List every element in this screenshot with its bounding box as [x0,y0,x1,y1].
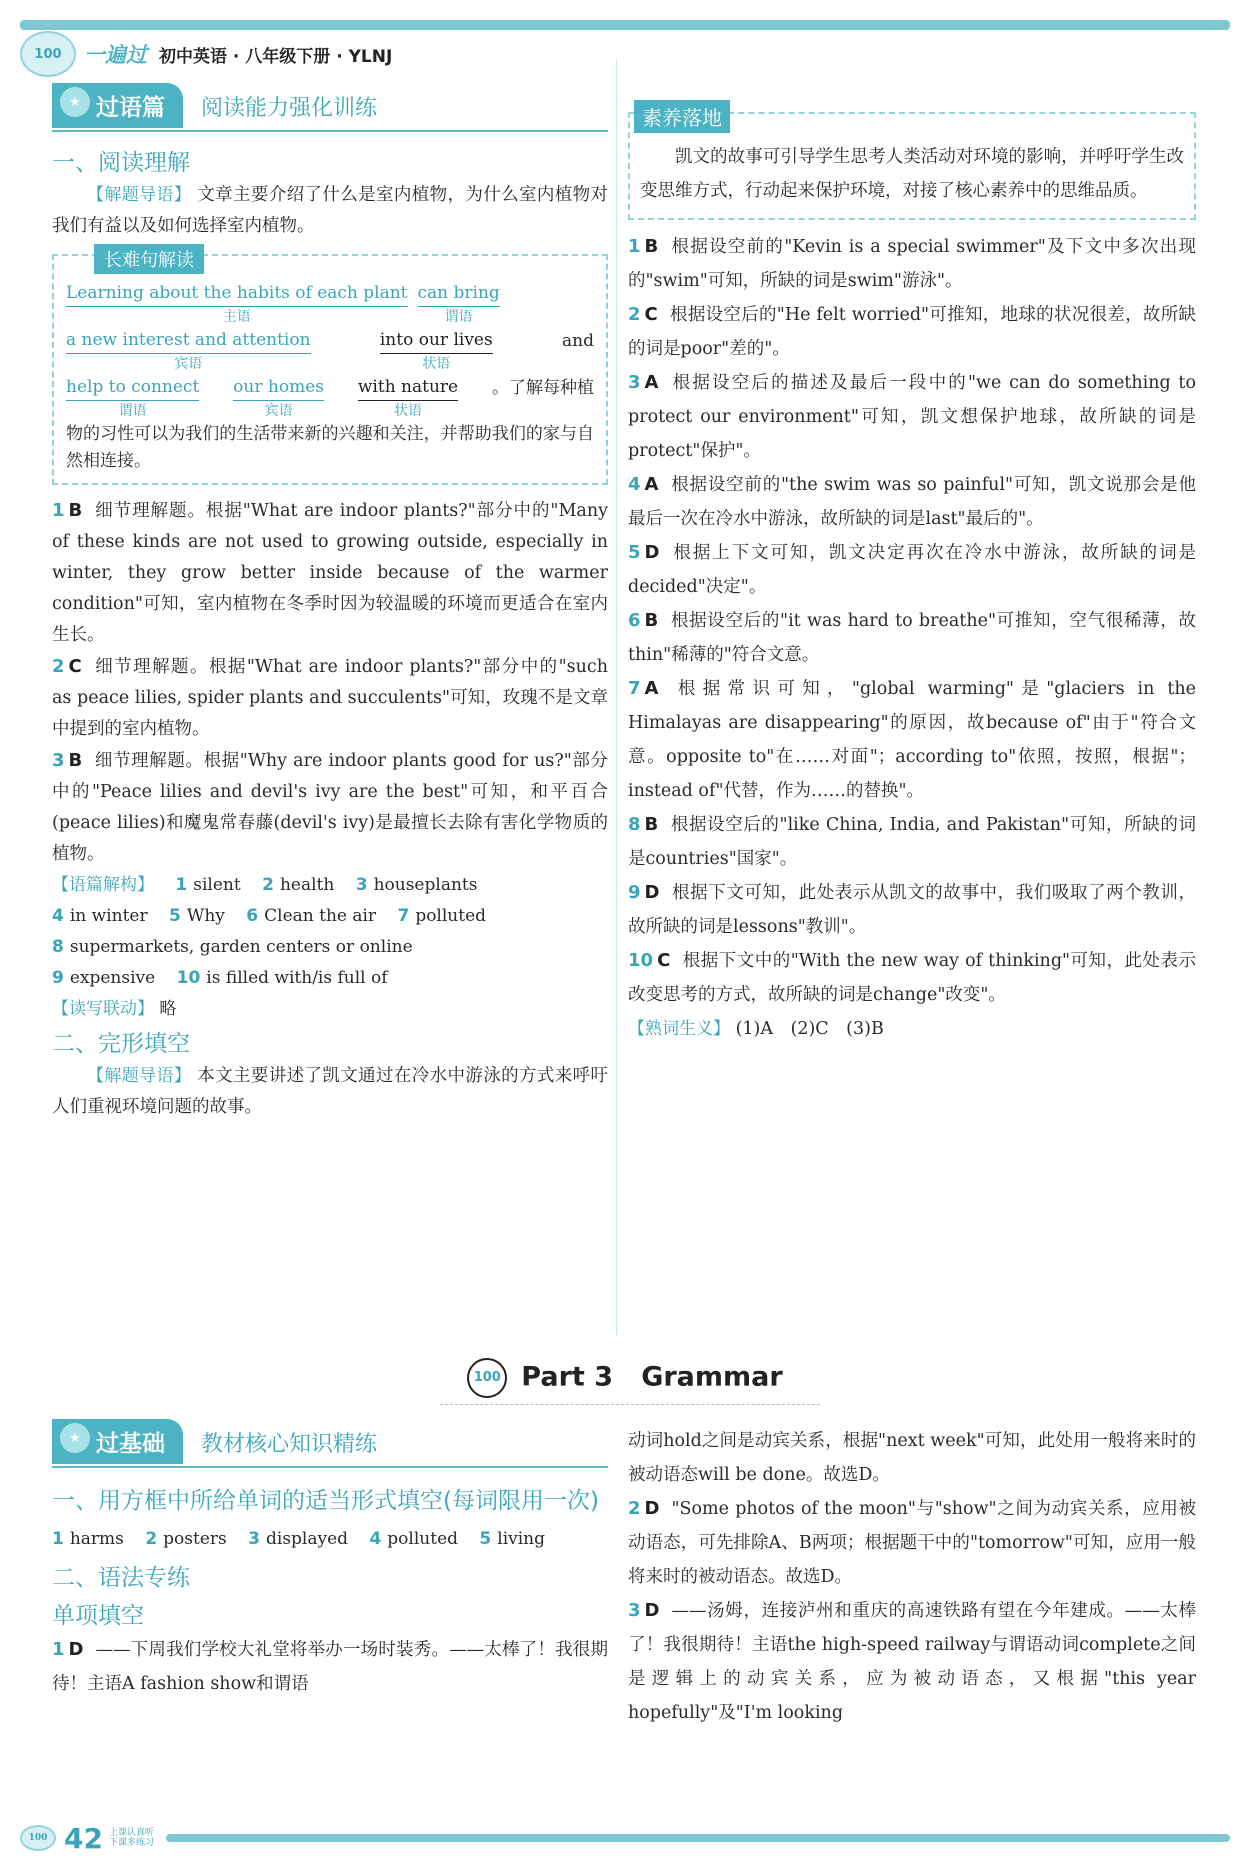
section-banner [52,82,608,128]
page-header [20,34,392,74]
answer-item: 1 D ——下周我们学校大礼堂将举办一场时装秀。——太棒了！我很期待！主语A fashion show和谓语 [52,1639,608,1694]
heading-fill-blank: 一、用方框中所给单词的适当形式填空(每词限用一次) [52,1488,599,1514]
analysis-item: into our lives 状语 [380,327,493,374]
section-subtitle: 教材核心知识精练 [201,1432,378,1457]
mascot-logo-icon: 100 [20,1825,56,1851]
heading-cloze: 二、完形填空 [52,1031,190,1057]
analysis-item: a new interest and attention 宾语 [66,327,311,374]
part-label: Part 3 [521,1361,613,1393]
answer-item: 2 D "Some photos of the moon"与"show"之间为动宾关系，应用被动语态，可先排除A、B两项；根据题干中的"tomorrow"可知，应用一般将来时的被动语态。故选D。 [628,1498,1196,1587]
footer-note: 上课认真听 下课多练习 [108,1828,154,1848]
column-divider [616,60,617,1335]
analysis-item: with nature 状语 [358,374,458,421]
left-column-top [52,82,608,1123]
brand-name: 一遍过 [84,43,147,67]
analysis-row [66,280,594,327]
answer-item: 7 A 根据常识可知，"global warming"是"glaciers in the Himalayas are disappearing"的原因，故because of"由于"符合文意。opposite to"在……对面"；according to"依照，按照，根据"；instead of"代替，作为……的替换"。 [628,678,1196,801]
literacy-text: 凯文的故事可引导学生思考人类活动对环境的影响，并呼吁学生改变思维方式，行动起来保护环境，对接了核心素养中的思维品质。 [640,147,1184,201]
analysis-item: and [562,331,594,351]
banner-underline [52,1466,608,1468]
answer-item: 3 D ——汤姆，连接泸州和重庆的高速铁路有望在今年建成。——太棒了！我很期待！主语the high-speed railway与谓语动词complete之间是逻辑上的动宾关系，应为被动语态，又根据"this year hopefully"及"I'm looking [628,1600,1196,1723]
left-column-bottom [52,1418,608,1701]
part-title [0,1358,1250,1398]
guide-paragraph: 【解题导语】 文章主要介绍了什么是室内植物，为什么室内植物对我们有益以及如何选择室内植物。 [52,185,609,236]
familiar-words-row: 【熟词生义】 (1)A (2)C (3)B [628,1019,884,1039]
banner-underline [52,130,608,132]
answer-item: 1 B 根据设空前的"Kevin is a special swimmer"及下文中多次出现的"swim"可知，所缺的词是swim"游泳"。 [628,236,1196,291]
right-column-top [628,100,1196,1046]
analysis-item: help to connect 谓语 [66,374,199,421]
mascot-icon: ★ [60,87,90,117]
section-tag: ★ 过基础 [52,1419,183,1464]
page-number: 42 [64,1821,103,1855]
page-footer [20,1821,1230,1855]
right-column-bottom [628,1424,1196,1730]
vocab-row: 9 expensive 10 is filled with/is full of [52,968,388,988]
answer-item: 3 B 细节理解题。根据"Why are indoor plants good for us?"部分中的"Peace lilies and devil's ivy are the best"可知，和平百合(peace lilies)和魔鬼常春藤(devil's ivy)是最擅长去除有害化学物质的植物。 [52,750,608,864]
literacy-tag: 素养落地 [634,100,730,133]
answer-item: 10 C 根据下文中的"With the new way of thinking"可知，此处表示改变思考的方式，故所缺的词是change"改变"。 [628,950,1196,1005]
answer-item: 5 D 根据上下文可知，凯文决定再次在冷水中游泳，故所缺的词是decided"决定"。 [628,542,1196,597]
analysis-tail: 。了解每种植 [492,378,594,398]
section-banner [52,1418,608,1464]
heading-reading: 一、阅读理解 [52,150,190,176]
analysis-item: Learning about the habits of each plant 主语 [66,280,408,327]
analysis-translation: 物的习性可以为我们的生活带来新的兴趣和关注，并帮助我们的家与自然相连接。 [66,424,594,471]
fill-answers: 1 harms 2 posters 3 displayed 4 polluted 5 living [52,1529,546,1549]
section-subtitle: 阅读能力强化训练 [201,96,378,121]
read-write-row: 【读写联动】 略 [52,999,177,1019]
guide-paragraph-2: 【解题导语】 本文主要讲述了凯文通过在冷水中游泳的方式来呼吁人们重视环境问题的故事。 [52,1066,609,1117]
footer-band [166,1834,1230,1842]
answer-item: 3 A 根据设空后的描述及最后一段中的"we can do something to protect our environment"可知，凯文想保护地球，故所缺的词是protect"保护"。 [628,372,1196,461]
continued-paragraph: 动词hold之间是动宾关系，根据"next week"可知，此处用一般将来时的被动语态will be done。故选D。 [628,1431,1196,1485]
box-tag: 长难句解读 [94,244,204,274]
part-divider [440,1404,820,1408]
answer-item: 8 B 根据设空后的"like China, India, and Pakistan"可知，所缺的词是countries"国家"。 [628,814,1196,869]
answer-item: 2 C 细节理解题。根据"What are indoor plants?"部分中的"such as peace lilies, spider plants and succulents"可知，玫瑰不是文章中提到的室内植物。 [52,656,608,739]
answer-item: 2 C 根据设空后的"He felt worried"可推知，地球的状况很差，故所缺的词是poor"差的"。 [628,304,1196,359]
heading-single-choice: 单项填空 [52,1603,144,1629]
analysis-item: can bring 谓语 [418,280,500,327]
analysis-row [66,374,594,421]
analysis-row [66,327,594,374]
analysis-item: our homes 宾语 [233,374,324,421]
section-tag: ★ 过语篇 [52,83,183,128]
sentence-analysis-box [52,250,608,485]
vocab-row: 4 in winter 5 Why 6 Clean the air 7 polluted [52,906,487,926]
mascot-logo-icon: 100 [20,31,76,77]
answer-item: 4 A 根据设空前的"the swim was so painful"可知，凯文说那会是他最后一次在冷水中游泳，故所缺的词是last"最后的"。 [628,474,1196,529]
literacy-box [628,106,1196,220]
answer-item: 6 B 根据设空后的"it was hard to breathe"可推知，空气很稀薄，故thin"稀薄的"符合文意。 [628,610,1196,665]
part-name: Grammar [641,1361,783,1393]
answer-item: 9 D 根据下文可知，此处表示从凯文的故事中，我们吸取了两个教训，故所缺的词是lessons"教训"。 [628,882,1196,937]
heading-grammar: 二、语法专练 [52,1565,190,1591]
vocab-row: 8 supermarkets, garden centers or online [52,937,413,957]
vocab-row: 【语篇解构】 1 silent 2 health 3 houseplants [52,875,478,895]
book-title: 初中英语 · 八年级下册 · YLNJ [159,46,393,67]
header-band [20,20,1230,30]
mascot-icon: ★ [60,1423,90,1453]
star-mascot-icon: 100 [467,1358,507,1398]
answer-item: 1 B 细节理解题。根据"What are indoor plants?"部分中的"Many of these kinds are not used to growing outside, especially in winter, they grow better inside because of the warmer condition"可知，室内植物在冬季时因为较温暖的环境而更适合在室内生长。 [52,500,608,645]
